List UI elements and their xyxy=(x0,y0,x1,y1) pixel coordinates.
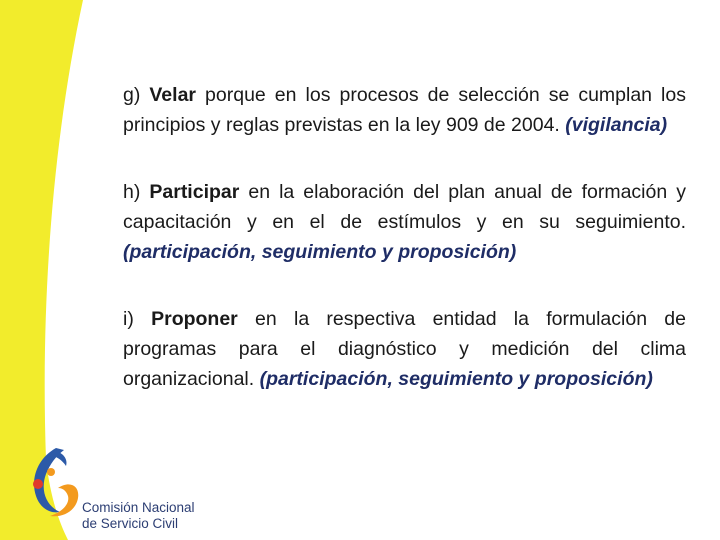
item-prefix: h) xyxy=(123,181,150,203)
item-keyword: Proponer xyxy=(151,308,238,330)
item-prefix: g) xyxy=(123,84,150,106)
logo-line-2: de Servicio Civil xyxy=(82,516,179,531)
item-prefix: i) xyxy=(123,308,152,330)
content-area xyxy=(123,80,686,431)
logo-red-dot xyxy=(33,479,43,489)
logo-orange-dot xyxy=(47,468,55,476)
item-tag: (participación, seguimiento y proposición) xyxy=(259,368,653,390)
paragraph-h xyxy=(123,177,686,267)
logo-text xyxy=(82,500,195,532)
item-keyword: Velar xyxy=(149,84,197,106)
item-tag: (vigilancia) xyxy=(565,114,668,136)
logo-line-1: Comisión Nacional xyxy=(82,500,195,515)
item-body: en la respectiva entidad la formulación de programas para el diagnóstico y medición del clima organizacional. xyxy=(123,308,686,390)
item-body: en la elaboración del plan anual de formación y capacitación y en el de estímulos y en su seguimiento. xyxy=(123,181,686,233)
item-keyword: Participar xyxy=(149,181,240,203)
item-tag: (participación, seguimiento y proposición) xyxy=(123,241,517,263)
item-body: porque en los procesos de selección se cumplan los principios y reglas previstas en la ley 909 de 2004. xyxy=(123,84,686,136)
paragraph-g xyxy=(123,80,686,140)
paragraph-i xyxy=(123,304,686,394)
